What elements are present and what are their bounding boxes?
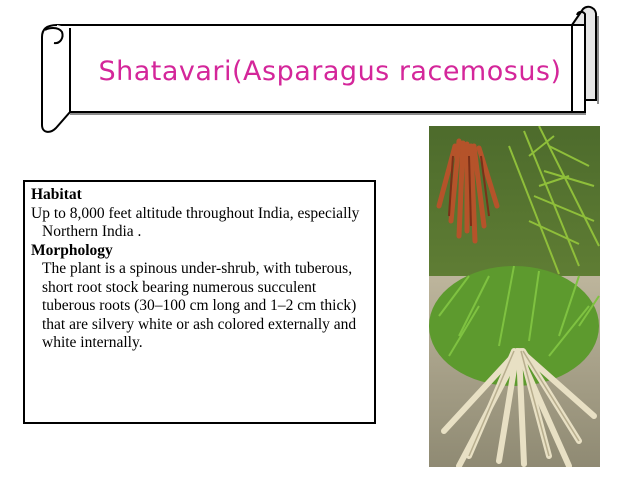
habitat-text: Up to 8,000 feet altitude throughout India, especially Northern India .: [31, 204, 360, 240]
morphology-text: The plant is a spinous under-shrub, with tuberous, short root stock bearing numerous succulent tuberous roots (30–100 cm long and 1–2 cm thick) that are silvery white or ash colored externally and white internally.: [42, 260, 357, 351]
content-textbox: [23, 180, 376, 424]
slide-title: Shatavari(Asparagus racemosus): [98, 56, 562, 87]
habitat-heading: Habitat: [31, 186, 82, 203]
morphology-heading: Morphology: [31, 241, 113, 259]
asparagus-plant-photo: [429, 126, 600, 467]
